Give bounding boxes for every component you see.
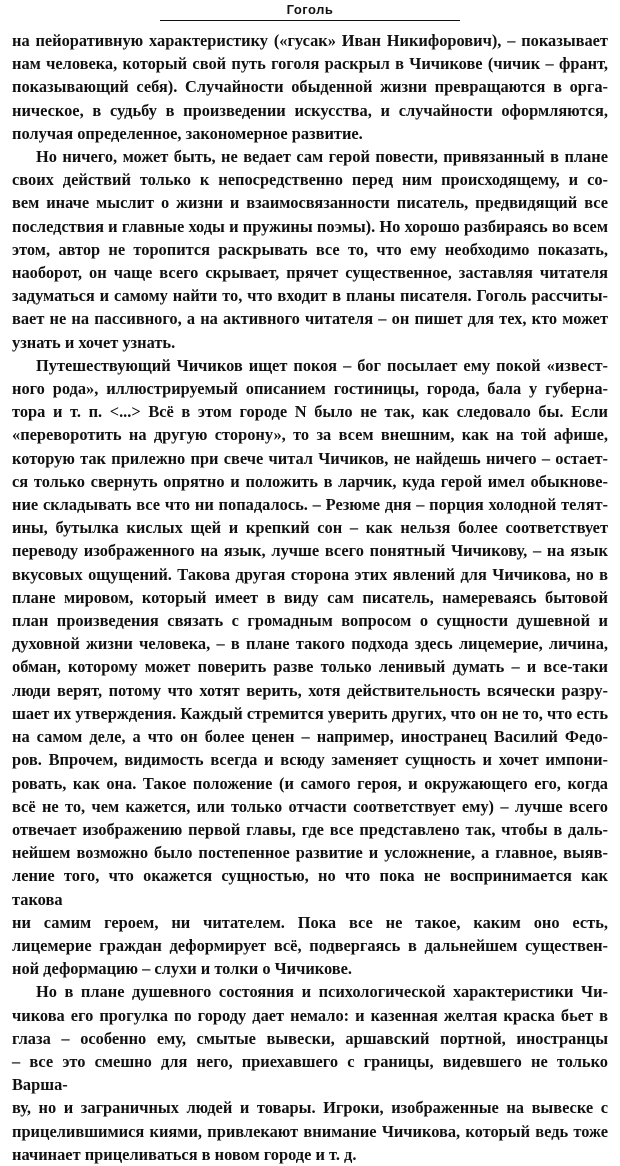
text-line: шает их утверждения. Каждый стремится уверить других, что он не то, что есть bbox=[12, 703, 608, 723]
text-line: Путешествующий Чичиков ищет покоя – бог посылает ему покой «извест- bbox=[36, 355, 608, 375]
text-line: которую так прилежно при свече читал Чичиков, не найдешь ничего – остает- bbox=[12, 448, 608, 468]
text-line: ление того, что окажется сущностью, но что пока не воспринимается как такова bbox=[12, 866, 608, 909]
text-line: получая определенное, закономерное развитие. bbox=[12, 123, 363, 143]
text-line: прицелившимися киями, привлекают внимание Чичикова, который ведь тоже bbox=[12, 1121, 608, 1141]
text-line: чикова его прогулка по городу дает немало: и казенная желтая краска бьет в bbox=[12, 1005, 608, 1025]
text-line: обман, которому может поверить разве только ленивый думать – и все-таки bbox=[12, 657, 608, 677]
text-line: – все это смешно для него, приехавшего с границы, видевшего не только Варша- bbox=[12, 1051, 608, 1095]
text-line: ины, бутылка кислых щей и крепкий сон – как нельзя более соответствует bbox=[12, 518, 608, 538]
body-text bbox=[12, 29, 608, 1166]
text-line: ние складывать все что ни попадалось. – Резюме дня – порция холодной телят- bbox=[12, 495, 608, 515]
running-head-rule bbox=[160, 20, 460, 21]
text-line: Но ничего, может быть, не ведает сам герой повести, привязанный в плане bbox=[36, 147, 608, 167]
text-line: показывающий себя). Случайности обыденной жизни превращаются в орга- bbox=[12, 77, 608, 97]
text-line: нейшем возможно было постепенное развитие и усложнение, а главное, выяв- bbox=[12, 843, 608, 863]
text-line: ной деформацию – слухи и толки о Чичикове. bbox=[12, 959, 353, 979]
text-line: вкусовых ощущений. Такова другая сторона этих явлений для Чичикова, но в bbox=[12, 564, 608, 584]
text-line: вает не на пассивного, а на активного читателя – он пишет для тех, кто может bbox=[12, 309, 608, 329]
text-line: люди верят, потому что хотят верить, хотя действительность всячески разру- bbox=[12, 680, 608, 700]
text-line: начинает прицеливаться в новом городе и т. д. bbox=[12, 1144, 357, 1164]
text-line: на пейоративную характеристику («гусак» Иван Никифорович), – показывает bbox=[12, 31, 608, 50]
text-line: ни самим героем, ни читателем. Пока все не такое, каким оно есть, bbox=[12, 912, 608, 932]
text-line: узнать и хочет узнать. bbox=[12, 332, 176, 352]
text-line: лицемерие граждан деформирует всё, подвергаясь в дальнейшем существен- bbox=[12, 935, 608, 955]
text-line: ров. Впрочем, видимость всегда и всюду заменяет сущность и хочет импони- bbox=[12, 750, 608, 770]
text-line: вем иначе мыслит о жизни и взаимосвязанности писатель, предвидящий все bbox=[12, 193, 608, 213]
text-line: наоборот, он чаще всего скрывает, прячет существенное, заставляя читателя bbox=[12, 263, 608, 283]
text-line: ся только свернуть опрятно и положить в ларчик, куда герой имел обыкнове- bbox=[12, 471, 608, 491]
text-line: духовной жизни человека, – в плане такого подхода здесь лицемерие, личина, bbox=[12, 634, 608, 654]
text-line: последствия и главные ходы и пружины поэмы). Но хорошо разбираясь во всем bbox=[12, 216, 608, 236]
text-line: всё не то, чем кажется, или только отчасти соответствует ему) – лучше всего bbox=[12, 796, 608, 816]
text-line: задуматься и самому найти то, что входит в планы писателя. Гоголь рассчиты- bbox=[12, 286, 608, 306]
text-line: Но в плане душевного состояния и психологической характеристики Чи- bbox=[36, 982, 608, 1002]
running-head-title: Гоголь bbox=[286, 2, 334, 17]
text-line: тора и т. п. <...> Всё в этом городе N было не так, как следовало бы. Если bbox=[12, 402, 608, 422]
text-line: план произведения связать с громадным вопросом о сущности душевной и bbox=[12, 611, 608, 631]
text-line: плане мировом, который имеет в виду сам писатель, намереваясь бытовой bbox=[12, 587, 608, 607]
text-line: глаза – особенно ему, смытые вывески, аршавский портной, иностранцы bbox=[12, 1028, 608, 1048]
text-line: ного рода», иллюстрируемый описанием гостиницы, города, бала у губерна- bbox=[12, 379, 608, 399]
text-line: ническое, в судьбу в произведении искусства, и случайности оформляются, bbox=[12, 100, 608, 120]
text-line: нам человека, который свой путь гоголя раскрыл в Чичикове (чичик – франт, bbox=[12, 54, 608, 74]
text-line: на самом деле, а что он более ценен – например, иностранец Василий Федо- bbox=[12, 727, 608, 747]
text-line: «переворотить на другую сторону», то за всем внешним, как на той афише, bbox=[12, 425, 608, 445]
text-line: своих действий только к непосредственно перед ним происходящему, и со- bbox=[12, 170, 608, 190]
text-line: ровать, как она. Такое положение (и самого героя, и окружающего его, когда bbox=[12, 773, 608, 793]
text-line: отвечает изображению первой главы, где все представлено так, чтобы в даль- bbox=[12, 819, 608, 839]
text-line: этом, автор не торопится раскрывать все то, что ему необходимо показать, bbox=[12, 239, 608, 259]
text-line: переводу изображенного на язык, лучше всего понятный Чичикову, – на язык bbox=[12, 541, 608, 561]
text-line: ву, но и заграничных людей и товары. Игроки, изображенные на вывеске с bbox=[12, 1098, 608, 1118]
